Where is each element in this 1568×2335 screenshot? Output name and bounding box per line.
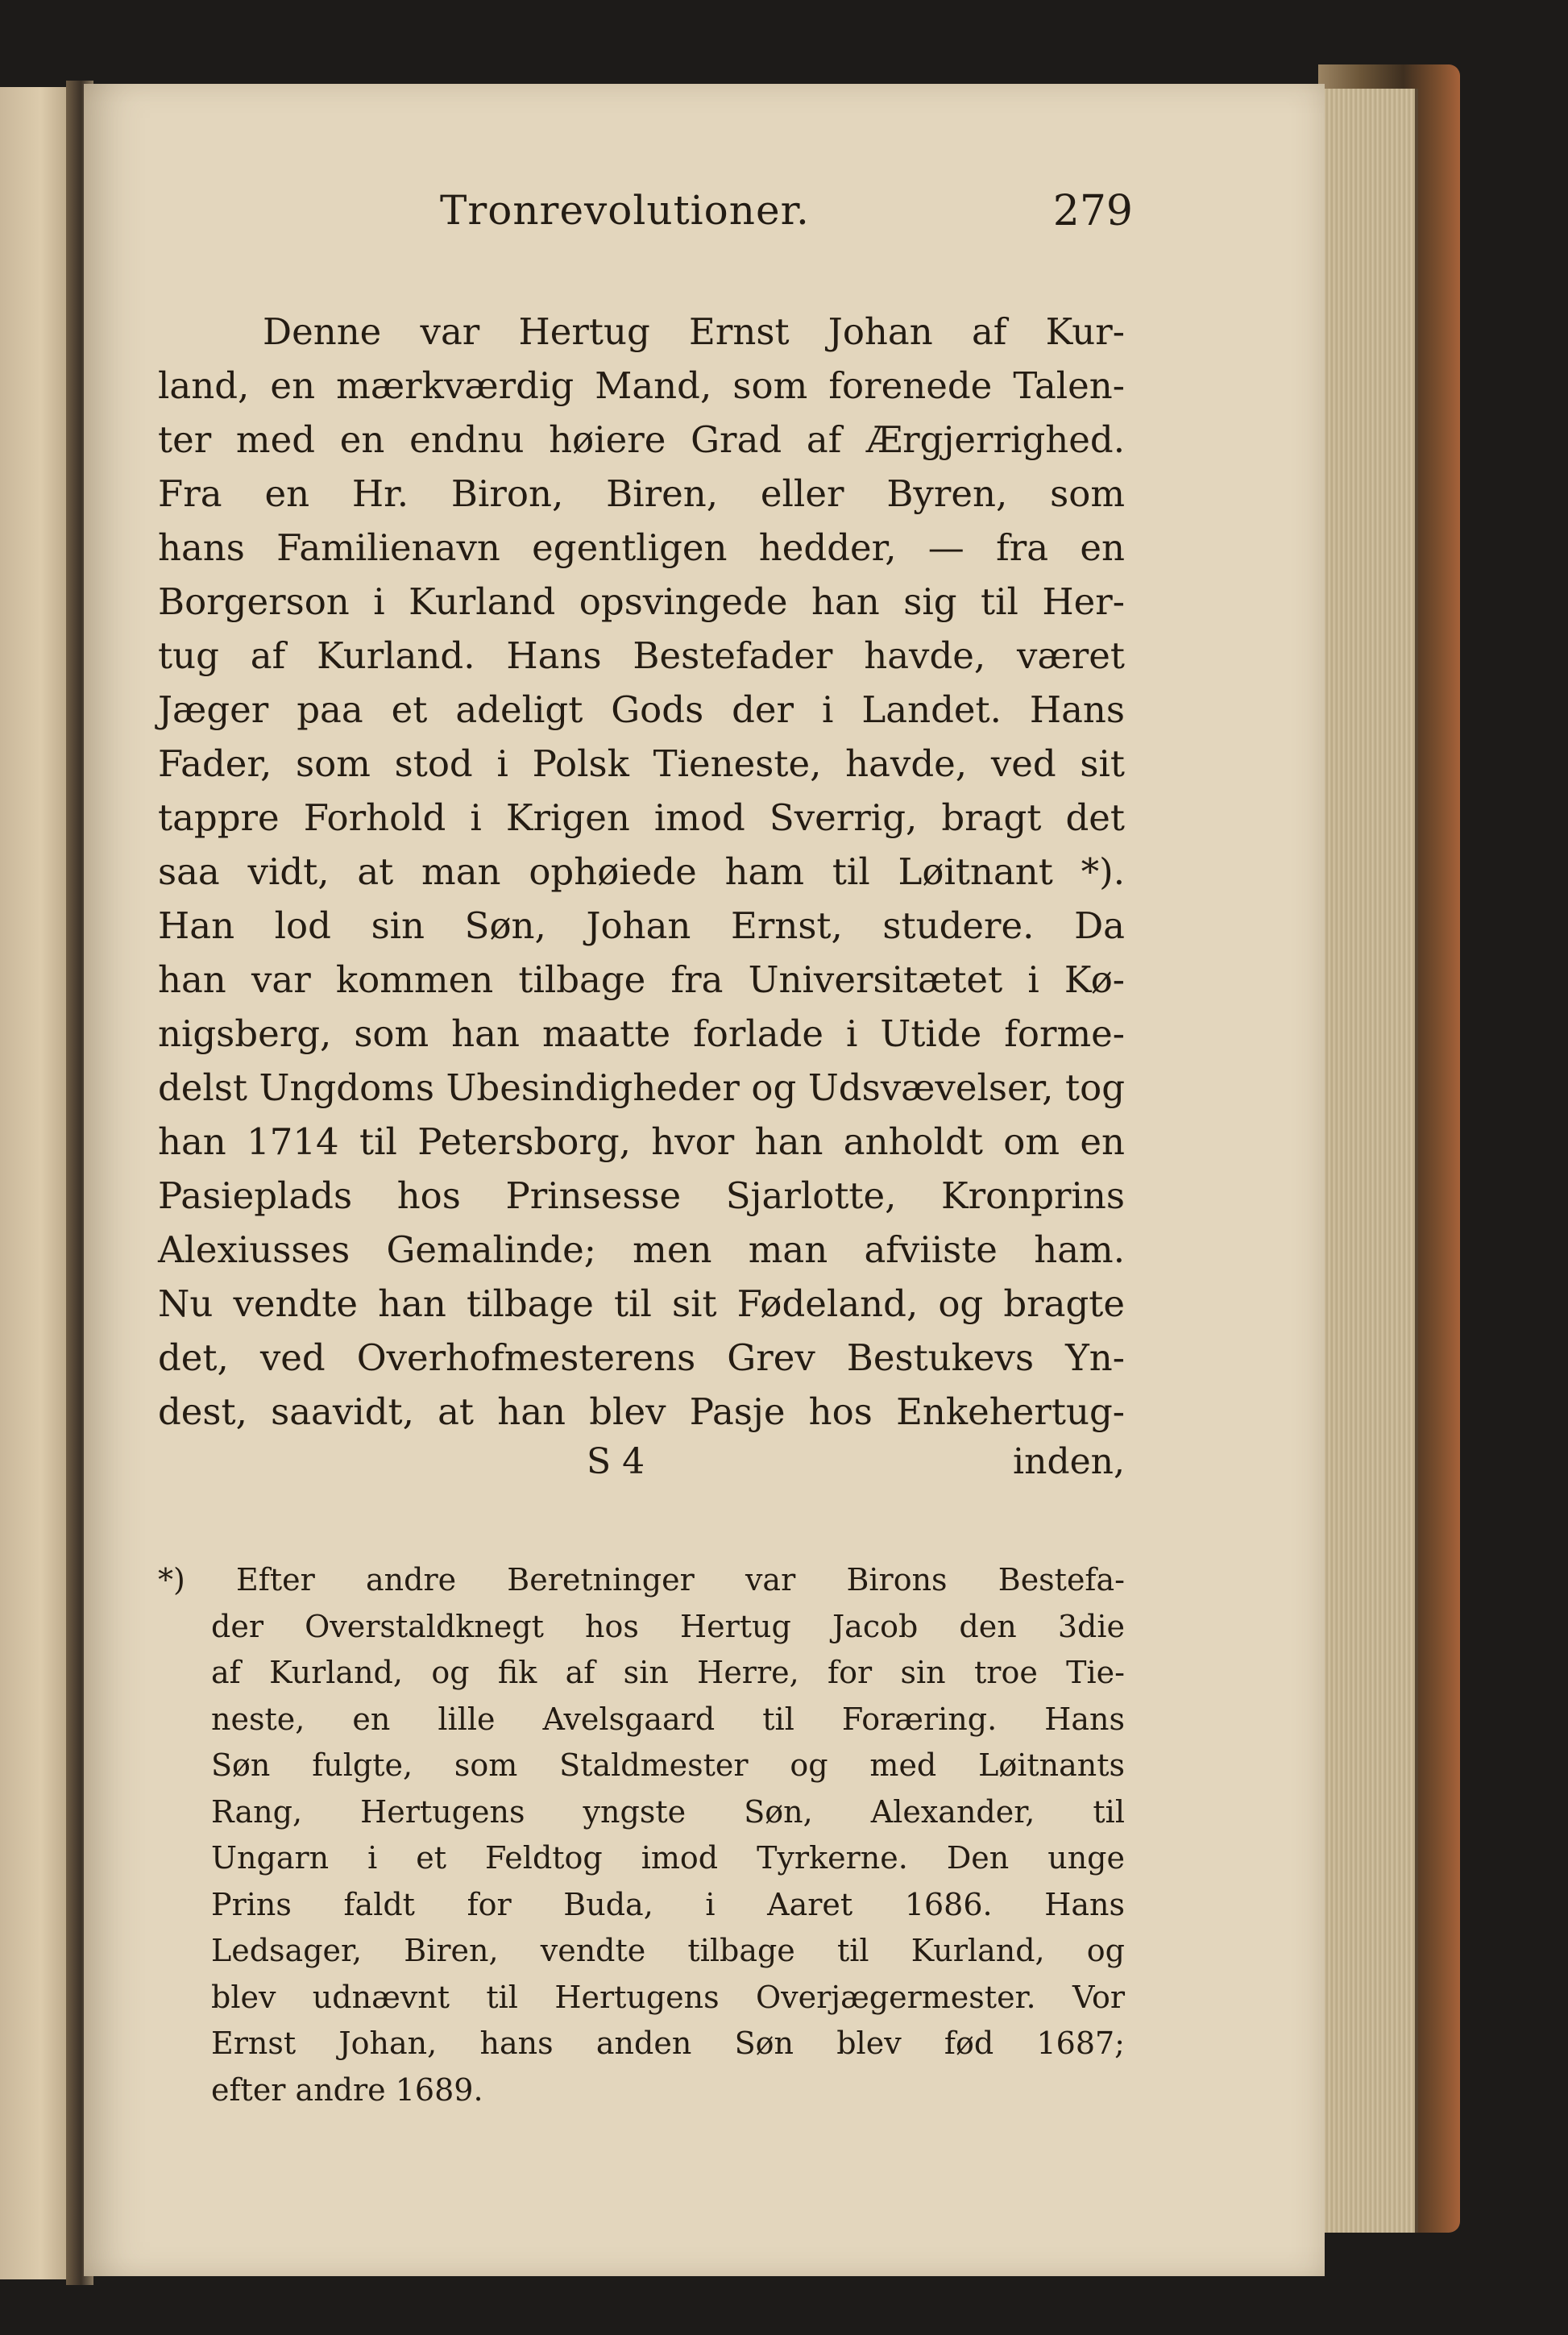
text-line: ter med en endnu høiere Grad af Ærgjerrighed. xyxy=(158,418,1125,461)
main-text xyxy=(158,305,1125,1439)
footnote-line: der Overstaldknegt hos Hertug Jacob den 3die xyxy=(211,1608,1125,1644)
footnote-line: Ledsager, Biren, vendte tilbage til Kurland, og xyxy=(211,1933,1125,1968)
page-stack-edge xyxy=(1310,89,1418,2233)
footnote-line: af Kurland, og fik af sin Herre, for sin troe Tie- xyxy=(211,1655,1125,1690)
text-line: Alexiusses Gemalinde; men man afviiste ham. xyxy=(158,1228,1125,1271)
text-line: det, ved Overhofmesterens Grev Bestukevs Yn- xyxy=(158,1336,1125,1379)
text-line: tug af Kurland. Hans Bestefader havde, været xyxy=(158,634,1125,677)
page-number: 279 xyxy=(1052,187,1133,235)
footnote-line: *) Efter andre Beretninger var Birons Bestefa- xyxy=(158,1562,1125,1598)
footnote-line: Ernst Johan, hans anden Søn blev fød 1687; xyxy=(211,2025,1125,2061)
page-footer xyxy=(158,1441,1125,1498)
text-line: han 1714 til Petersborg, hvor han anholdt om en xyxy=(158,1120,1125,1163)
text-line: land, en mærkværdig Mand, som forenede Talen- xyxy=(158,364,1125,407)
footnote xyxy=(158,1557,1125,2113)
signature-mark: S 4 xyxy=(587,1441,645,1482)
text-line: han var kommen tilbage fra Universitætet i Kø- xyxy=(158,958,1125,1001)
text-line: Jæger paa et adeligt Gods der i Landet. Hans xyxy=(158,688,1125,731)
text-line: delst Ungdoms Ubesindigheder og Udsvævelser, tog xyxy=(158,1066,1125,1109)
footnote-line: Rang, Hertugens yngste Søn, Alexander, til xyxy=(211,1793,1125,1830)
text-line: Pasieplads hos Prinsesse Sjarlotte, Kronprins xyxy=(158,1174,1125,1217)
text-line: dest, saavidt, at han blev Pasje hos Enkehertug- xyxy=(158,1390,1125,1433)
running-title: Tronrevolutioner. xyxy=(440,187,810,234)
text-line: Han lod sin Søn, Johan Ernst, studere. Da xyxy=(158,904,1125,947)
footnote-line: efter andre 1689. xyxy=(211,2071,483,2108)
catchword: inden, xyxy=(1013,1441,1125,1482)
text-line: Denne var Hertug Ernst Johan af Kur- xyxy=(263,310,1125,353)
page-header xyxy=(440,187,1133,251)
footnote-line: blev udnævnt til Hertugens Overjægermester. Vor xyxy=(211,1979,1125,2015)
text-line: tappre Forhold i Krigen imod Sverrig, bragt det xyxy=(158,796,1125,839)
footnote-line: Ungarn i et Feldtog imod Tyrkerne. Den unge xyxy=(211,1840,1125,1876)
text-line: Nu vendte han tilbage til sit Fødeland, og bragte xyxy=(158,1282,1125,1325)
text-line: Fra en Hr. Biron, Biren, eller Byren, som xyxy=(158,472,1125,515)
footnote-line: Prins faldt for Buda, i Aaret 1686. Hans xyxy=(211,1886,1125,1922)
footnote-line: neste, en lille Avelsgaard til Foræring. Hans xyxy=(211,1701,1125,1737)
text-line: hans Familienavn egentligen hedder, — fra en xyxy=(158,526,1125,569)
text-line: saa vidt, at man ophøiede ham til Løitnant *). xyxy=(158,850,1125,893)
text-line: Fader, som stod i Polsk Tieneste, havde, ved sit xyxy=(158,742,1125,785)
left-page-edge xyxy=(0,87,74,2279)
text-line: Borgerson i Kurland opsvingede han sig til Her- xyxy=(158,580,1125,623)
text-line: nigsberg, som han maatte forlade i Utide forme- xyxy=(158,1012,1125,1055)
footnote-line: Søn fulgte, som Staldmester og med Løitnants xyxy=(211,1747,1125,1783)
